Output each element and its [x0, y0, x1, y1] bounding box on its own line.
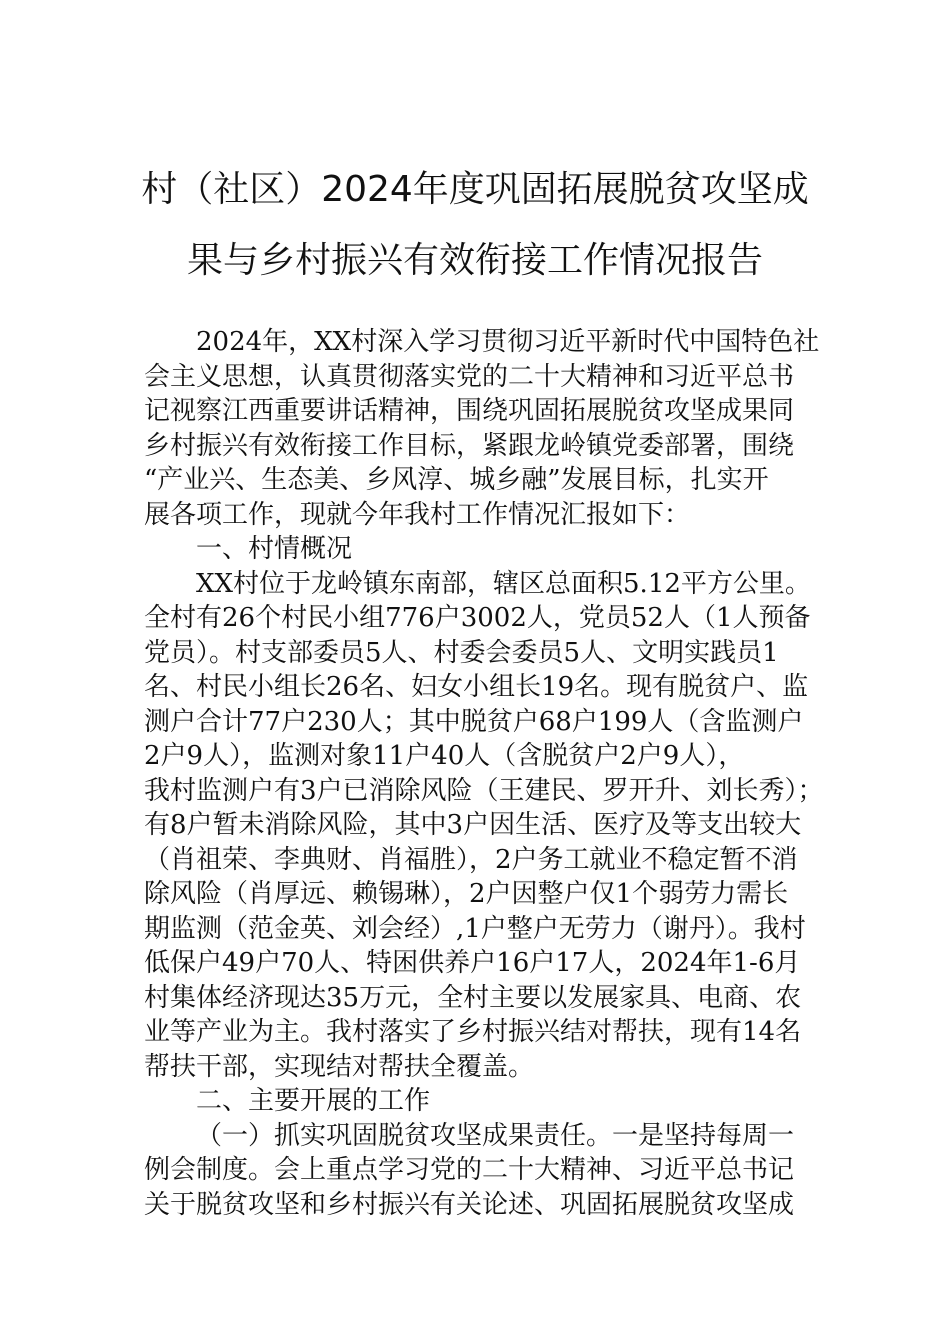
paragraph-line: 有8户暂未消除风险，其中3户因生活、医疗及等支出较大 [144, 810, 802, 840]
paragraph-line: 我村监测户有3户已消除风险（王建民、罗开升、刘长秀）； [144, 775, 824, 806]
paragraph-line: 测户合计77户230人；其中脱贫户68户199人（含监测户 [144, 706, 804, 737]
paragraph-line: “产业兴、生态美、乡风淳、城乡融”发展目标，扎实开 [144, 465, 769, 495]
document-title-line-2: 果与乡村振兴有效衔接工作情况报告 [186, 240, 763, 281]
paragraph-line: 党员）。村支部委员5人、村委会委员5人、文明实践员1 [144, 637, 779, 668]
paragraph-line: 除风险（肖厚远、赖锡琳），2户因整户仅1个弱劳力需长 [144, 879, 789, 909]
paragraph-line: 2024年，XX村深入学习贯彻习近平新时代中国特色社 [196, 327, 820, 357]
paragraph-line: 帮扶干部，实现结对帮扶全覆盖。 [144, 1051, 535, 1082]
paragraph-line: （一）抓实巩固脱贫攻坚成果责任。一是坚持每周一 [196, 1120, 795, 1151]
document-title-line-1: 村（社区）2024年度巩固拓展脱贫攻坚成 [141, 169, 809, 210]
paragraph-line: 2户9人），监测对象11户40人（含脱贫户2户9人）， [144, 741, 745, 771]
section-heading: 一、村情概况 [196, 534, 353, 564]
paragraph-line: 业等产业为主。我村落实了乡村振兴结对帮扶，现有14名 [144, 1017, 802, 1047]
paragraph-line: 例会制度。会上重点学习党的二十大精神、习近平总书记 [144, 1155, 795, 1185]
paragraph-line: XX村位于龙岭镇东南部，辖区总面积5.12平方公里。 [196, 568, 811, 599]
paragraph-line: 村集体经济现达35万元，全村主要以发展家具、电商、农 [144, 982, 802, 1013]
paragraph-line: 期监测（范金英、刘会经）,1户整户无劳力（谢丹）。我村 [144, 913, 806, 944]
paragraph-line: 记视察江西重要讲话精神，围绕巩固拓展脱贫攻坚成果同 [144, 396, 795, 426]
paragraph-line: 展各项工作，现就今年我村工作情况汇报如下： [144, 499, 691, 530]
paragraph-line: （肖祖荣、李典财、肖福胜），2户务工就业不稳定暂不消 [144, 844, 798, 875]
paragraph-line: 低保户49户70人、特困供养户16户17人，2024年1-6月 [144, 948, 801, 978]
paragraph-line: 会主义思想，认真贯彻落实党的二十大精神和习近平总书 [144, 361, 795, 392]
paragraph-line: 名、村民小组长26名、妇女小组长19名。现有脱贫户、监 [144, 672, 809, 702]
paragraph-line: 全村有26个村民小组776户3002人，党员52人（1人预备 [144, 603, 811, 633]
document-body [144, 325, 824, 1222]
paragraph-line: 乡村振兴有效衔接工作目标，紧跟龙岭镇党委部署，围绕 [144, 430, 795, 461]
section-heading: 二、主要开展的工作 [196, 1086, 431, 1116]
paragraph-line: 关于脱贫攻坚和乡村振兴有关论述、巩固拓展脱贫攻坚成 [144, 1189, 795, 1220]
